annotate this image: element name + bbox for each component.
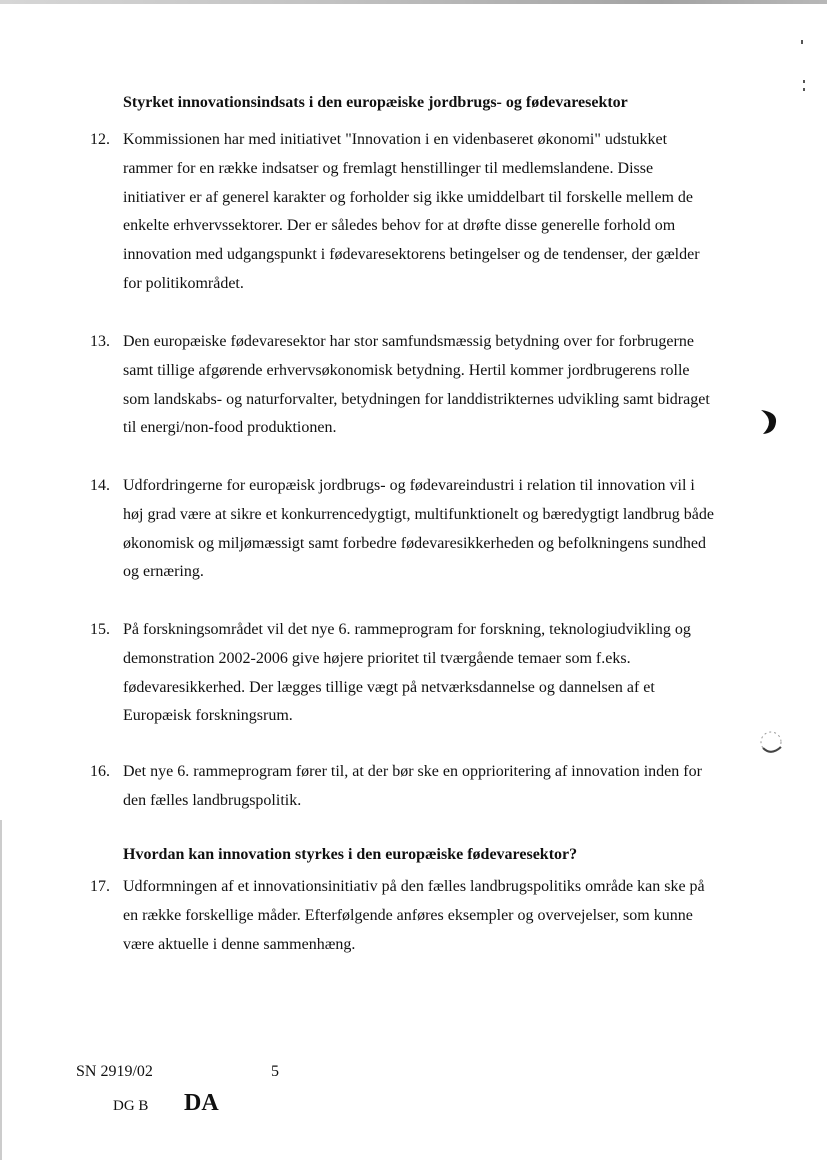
scan-edge-left — [0, 820, 2, 1160]
paragraph-text — [123, 472, 755, 587]
text-line: samt tillige afgørende erhvervsøkonomisk betydning. Hertil kommer jordbrugerens rolle — [123, 361, 690, 379]
paragraph-14 — [90, 472, 755, 587]
paragraph-15 — [90, 616, 755, 731]
text-line: til energi/non-food produktionen. — [123, 419, 337, 437]
paragraph-12 — [90, 126, 755, 299]
paragraph-number: 17. — [90, 878, 110, 895]
paragraph-number: 15. — [90, 621, 110, 638]
text-line: rammer for en række indsatser og fremlagt henstillinger til medlemslandene. Disse — [123, 159, 654, 177]
text-line: demonstration 2002-2006 give højere prioritet til tværgående temaer som f.eks. — [123, 649, 631, 667]
text-line: enkelte erhvervssektorer. Der er således behov for at drøfte disse generelle forhold om — [123, 217, 676, 235]
punch-hole-mark — [757, 408, 779, 436]
text-line: Udfordringerne for europæisk jordbrugs- og fødevareindustri i relation til innovation vil i — [123, 477, 695, 494]
paragraph-number: 14. — [90, 477, 110, 494]
scan-speck — [803, 80, 805, 83]
text-line: Kommissionen har med initiativet "Innovation i en videnbaseret økonomi" udstukket — [123, 131, 668, 148]
text-line: være aktuelle i denne sammenhæng. — [123, 935, 356, 953]
paragraph-text — [123, 758, 755, 816]
text-line: initiativer er af generel karakter og forholder sig ikke umiddelbart til forskelle mellem de — [123, 188, 694, 206]
paragraph-number: 13. — [90, 333, 110, 350]
language-code: DA — [184, 1090, 219, 1116]
text-line: en række forskellige måder. Efterfølgende anføres eksempler og overvejelser, som kunne — [123, 906, 693, 924]
text-line: På forskningsområdet vil det nye 6. rammeprogram for forskning, teknologiudvikling og — [123, 621, 691, 638]
paragraph-13 — [90, 328, 755, 443]
text-line: Den europæiske fødevaresektor har stor samfundsmæssig betydning over for forbrugerne — [123, 333, 694, 350]
text-line: som landskabs- og naturforvalter, betydningen for landdistrikternes udvikling samt bidraget — [123, 390, 710, 408]
text-line: økonomisk og miljømæssigt samt forbedre fødevaresikkerheden og befolkningens sundhed — [123, 534, 707, 552]
document-reference: SN 2919/02 — [76, 1063, 153, 1080]
scan-edge-top — [0, 0, 827, 4]
punch-hole-mark — [757, 728, 785, 756]
text-line: og ernæring. — [123, 563, 204, 581]
paragraph-text — [123, 328, 755, 443]
paragraph-16 — [90, 758, 755, 816]
scan-speck — [801, 40, 803, 44]
paragraph-text — [123, 873, 755, 959]
directorate-code: DG B — [113, 1098, 149, 1114]
page-number: 5 — [271, 1063, 279, 1080]
scan-speck — [803, 88, 805, 91]
paragraph-text — [123, 616, 755, 731]
paragraph-text — [123, 126, 755, 299]
paragraph-number: 12. — [90, 131, 110, 148]
section-heading: Styrket innovationsindsats i den europæiske jordbrugs- og fødevaresektor — [123, 94, 628, 111]
text-line: Det nye 6. rammeprogram fører til, at der bør ske en opprioritering af innovation inden for — [123, 763, 702, 780]
section-heading: Hvordan kan innovation styrkes i den europæiske fødevaresektor? — [123, 846, 578, 863]
text-line: Europæisk forskningsrum. — [123, 707, 293, 725]
text-line: den fælles landbrugspolitik. — [123, 791, 302, 809]
paragraph-number: 16. — [90, 763, 110, 780]
paragraph-17 — [90, 873, 755, 959]
text-line: for politikområdet. — [123, 274, 244, 292]
text-line: Udformningen af et innovationsinitiativ på den fælles landbrugspolitiks område kan ske på — [123, 878, 705, 895]
text-line: høj grad være at sikre et konkurrencedygtigt, multifunktionelt og bæredygtigt landbrug både — [123, 505, 714, 523]
text-line: innovation med udgangspunkt i fødevaresektorens betingelser og de tendenser, der gælder — [123, 246, 700, 264]
text-line: fødevaresikkerhed. Der lægges tillige vægt på netværksdannelse og dannelsen af et — [123, 678, 655, 696]
